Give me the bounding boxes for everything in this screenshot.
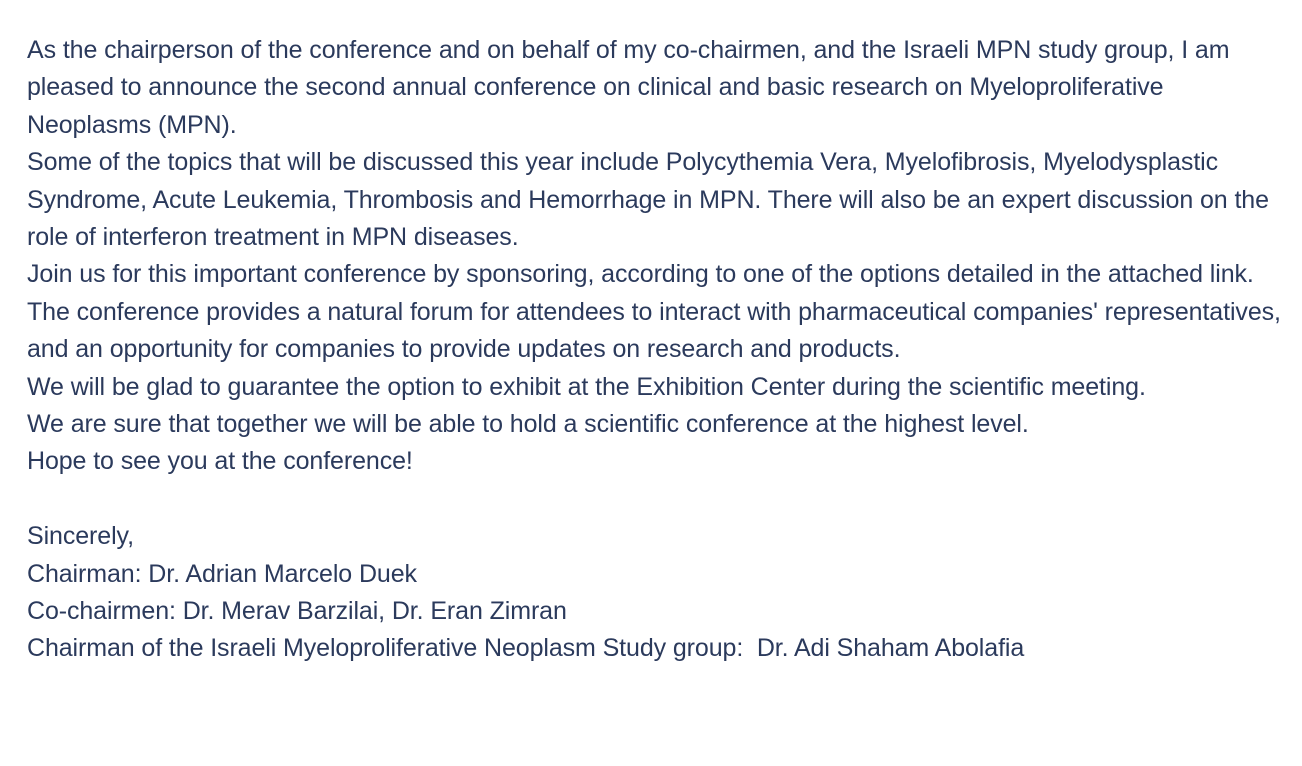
paragraph-exhibition: We will be glad to guarantee the option to exhibit at the Exhibition Center during the scientific meeting.: [27, 372, 1146, 401]
paragraph-highest-level: We are sure that together we will be able to hold a scientific conference at the highest level.: [27, 410, 1029, 439]
paragraph-sponsorship: Join us for this important conference by sponsoring, according to one of the options detailed in the attached link.: [27, 260, 1254, 289]
signature-study-group-chairman: Chairman of the Israeli Myeloproliferative Neoplasm Study group: Dr. Adi Shaham Abolafia: [27, 634, 1025, 663]
paragraph-hope: Hope to see you at the conference!: [27, 447, 413, 476]
paragraph-intro: As the chairperson of the conference and on behalf of my co-chairmen, and the Israeli MPN study group, I am pleased to announce the second annual conference on clinical and basic research on Myeloproliferative Neoplasms (MPN).: [27, 36, 1230, 139]
paragraph-topics: Some of the topics that will be discussed this year include Polycythemia Vera, Myelofibrosis, Myelodysplastic Syndrome, Acute Leukemia, Thrombosis and Hemorrhage in MPN. There will also be an expert discussion on the role of interferon treatment in MPN diseases.: [27, 148, 1269, 252]
paragraph-forum: The conference provides a natural forum for attendees to interact with pharmaceutical companies' representatives, and an opportunity for companies to provide updates on research and products.: [27, 297, 1281, 364]
signature-co-chairmen: Co-chairmen: Dr. Merav Barzilai, Dr. Eran Zimran: [27, 597, 567, 626]
signature-chairman: Chairman: Dr. Adrian Marcelo Duek: [27, 559, 417, 588]
blank-line: [27, 481, 1292, 518]
closing-salutation: Sincerely,: [27, 522, 134, 551]
letter-body: [27, 32, 1292, 668]
